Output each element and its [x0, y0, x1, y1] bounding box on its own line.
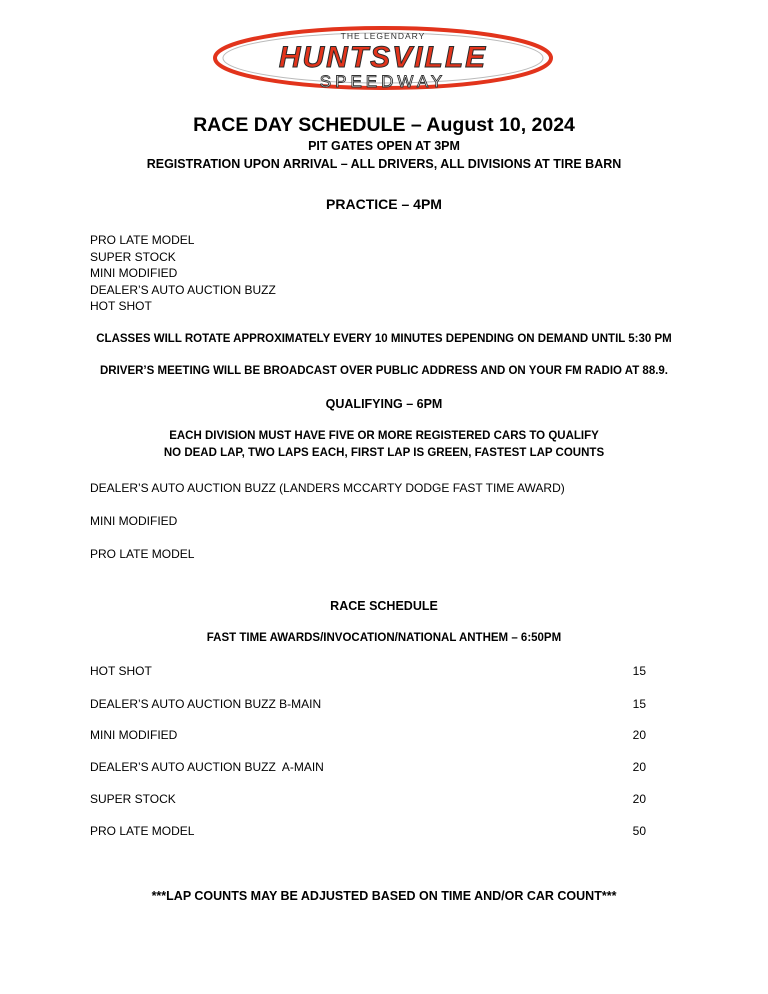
race-event-laps: 20 — [632, 792, 646, 806]
practice-heading: PRACTICE – 4PM — [326, 196, 442, 212]
logo-tagline: THE LEGENDARY — [340, 31, 426, 41]
race-schedule-heading: RACE SCHEDULE — [330, 599, 438, 613]
registration-note: REGISTRATION UPON ARRIVAL – ALL DRIVERS, ALL DIVISIONS AT TIRE BARN — [146, 157, 622, 171]
qualifying-heading: QUALIFYING – 6PM — [325, 397, 443, 411]
huntsville-speedway-logo — [205, 20, 560, 100]
race-event-name: DEALER’S AUTO AUCTION BUZZ A-MAIN — [90, 760, 324, 774]
qualifying-entry: MINI MODIFIED — [90, 514, 178, 528]
practice-class: SUPER STOCK — [90, 249, 176, 264]
practice-class: HOT SHOT — [90, 299, 152, 313]
lap-count-note: ***LAP COUNTS MAY BE ADJUSTED BASED ON TIME AND/OR CAR COUNT*** — [151, 889, 617, 903]
practice-class: MINI MODIFIED — [90, 266, 178, 280]
race-event-laps: 20 — [632, 760, 646, 774]
pit-gates-note: PIT GATES OPEN AT 3PM — [308, 139, 460, 153]
page-title: RACE DAY SCHEDULE – August 10, 2024 — [193, 114, 575, 136]
race-event-laps: 15 — [632, 697, 646, 711]
race-event-laps: 20 — [632, 728, 646, 742]
practice-class: DEALER’S AUTO AUCTION BUZZ — [90, 282, 276, 297]
practice-class: PRO LATE MODEL — [90, 233, 195, 247]
race-event-laps: 50 — [632, 824, 646, 838]
race-event-name: HOT SHOT — [90, 664, 152, 678]
qualifying-rule-1: EACH DIVISION MUST HAVE FIVE OR MORE REGISTERED CARS TO QUALIFY — [169, 430, 599, 442]
race-event-name: DEALER’S AUTO AUCTION BUZZ B-MAIN — [90, 697, 322, 711]
qualifying-entry: DEALER’S AUTO AUCTION BUZZ (LANDERS MCCARTY DODGE FAST TIME AWARD) — [90, 481, 565, 495]
meeting-note: DRIVER’S MEETING WILL BE BROADCAST OVER PUBLIC ADDRESS AND ON YOUR FM RADIO AT 88.9. — [99, 365, 668, 377]
practice-class-list — [90, 232, 276, 315]
race-event-name: SUPER STOCK — [90, 792, 176, 806]
rotate-note: CLASSES WILL ROTATE APPROXIMATELY EVERY 10 MINUTES DEPENDING ON DEMAND UNTIL 5:30 PM — [96, 333, 672, 345]
qualifying-rule-2: NO DEAD LAP, TWO LAPS EACH, FIRST LAP IS GREEN, FASTEST LAP COUNTS — [163, 447, 605, 459]
race-event-laps: 15 — [632, 664, 646, 678]
race-schedule-subheading: FAST TIME AWARDS/INVOCATION/NATIONAL ANTHEM – 6:50PM — [206, 632, 562, 644]
logo-name: HUNTSVILLE — [278, 41, 488, 74]
qualifying-entry: PRO LATE MODEL — [90, 547, 195, 561]
logo-sub: SPEEDWAY — [319, 72, 447, 91]
race-event-name: MINI MODIFIED — [90, 728, 178, 742]
race-event-name: PRO LATE MODEL — [90, 824, 195, 838]
